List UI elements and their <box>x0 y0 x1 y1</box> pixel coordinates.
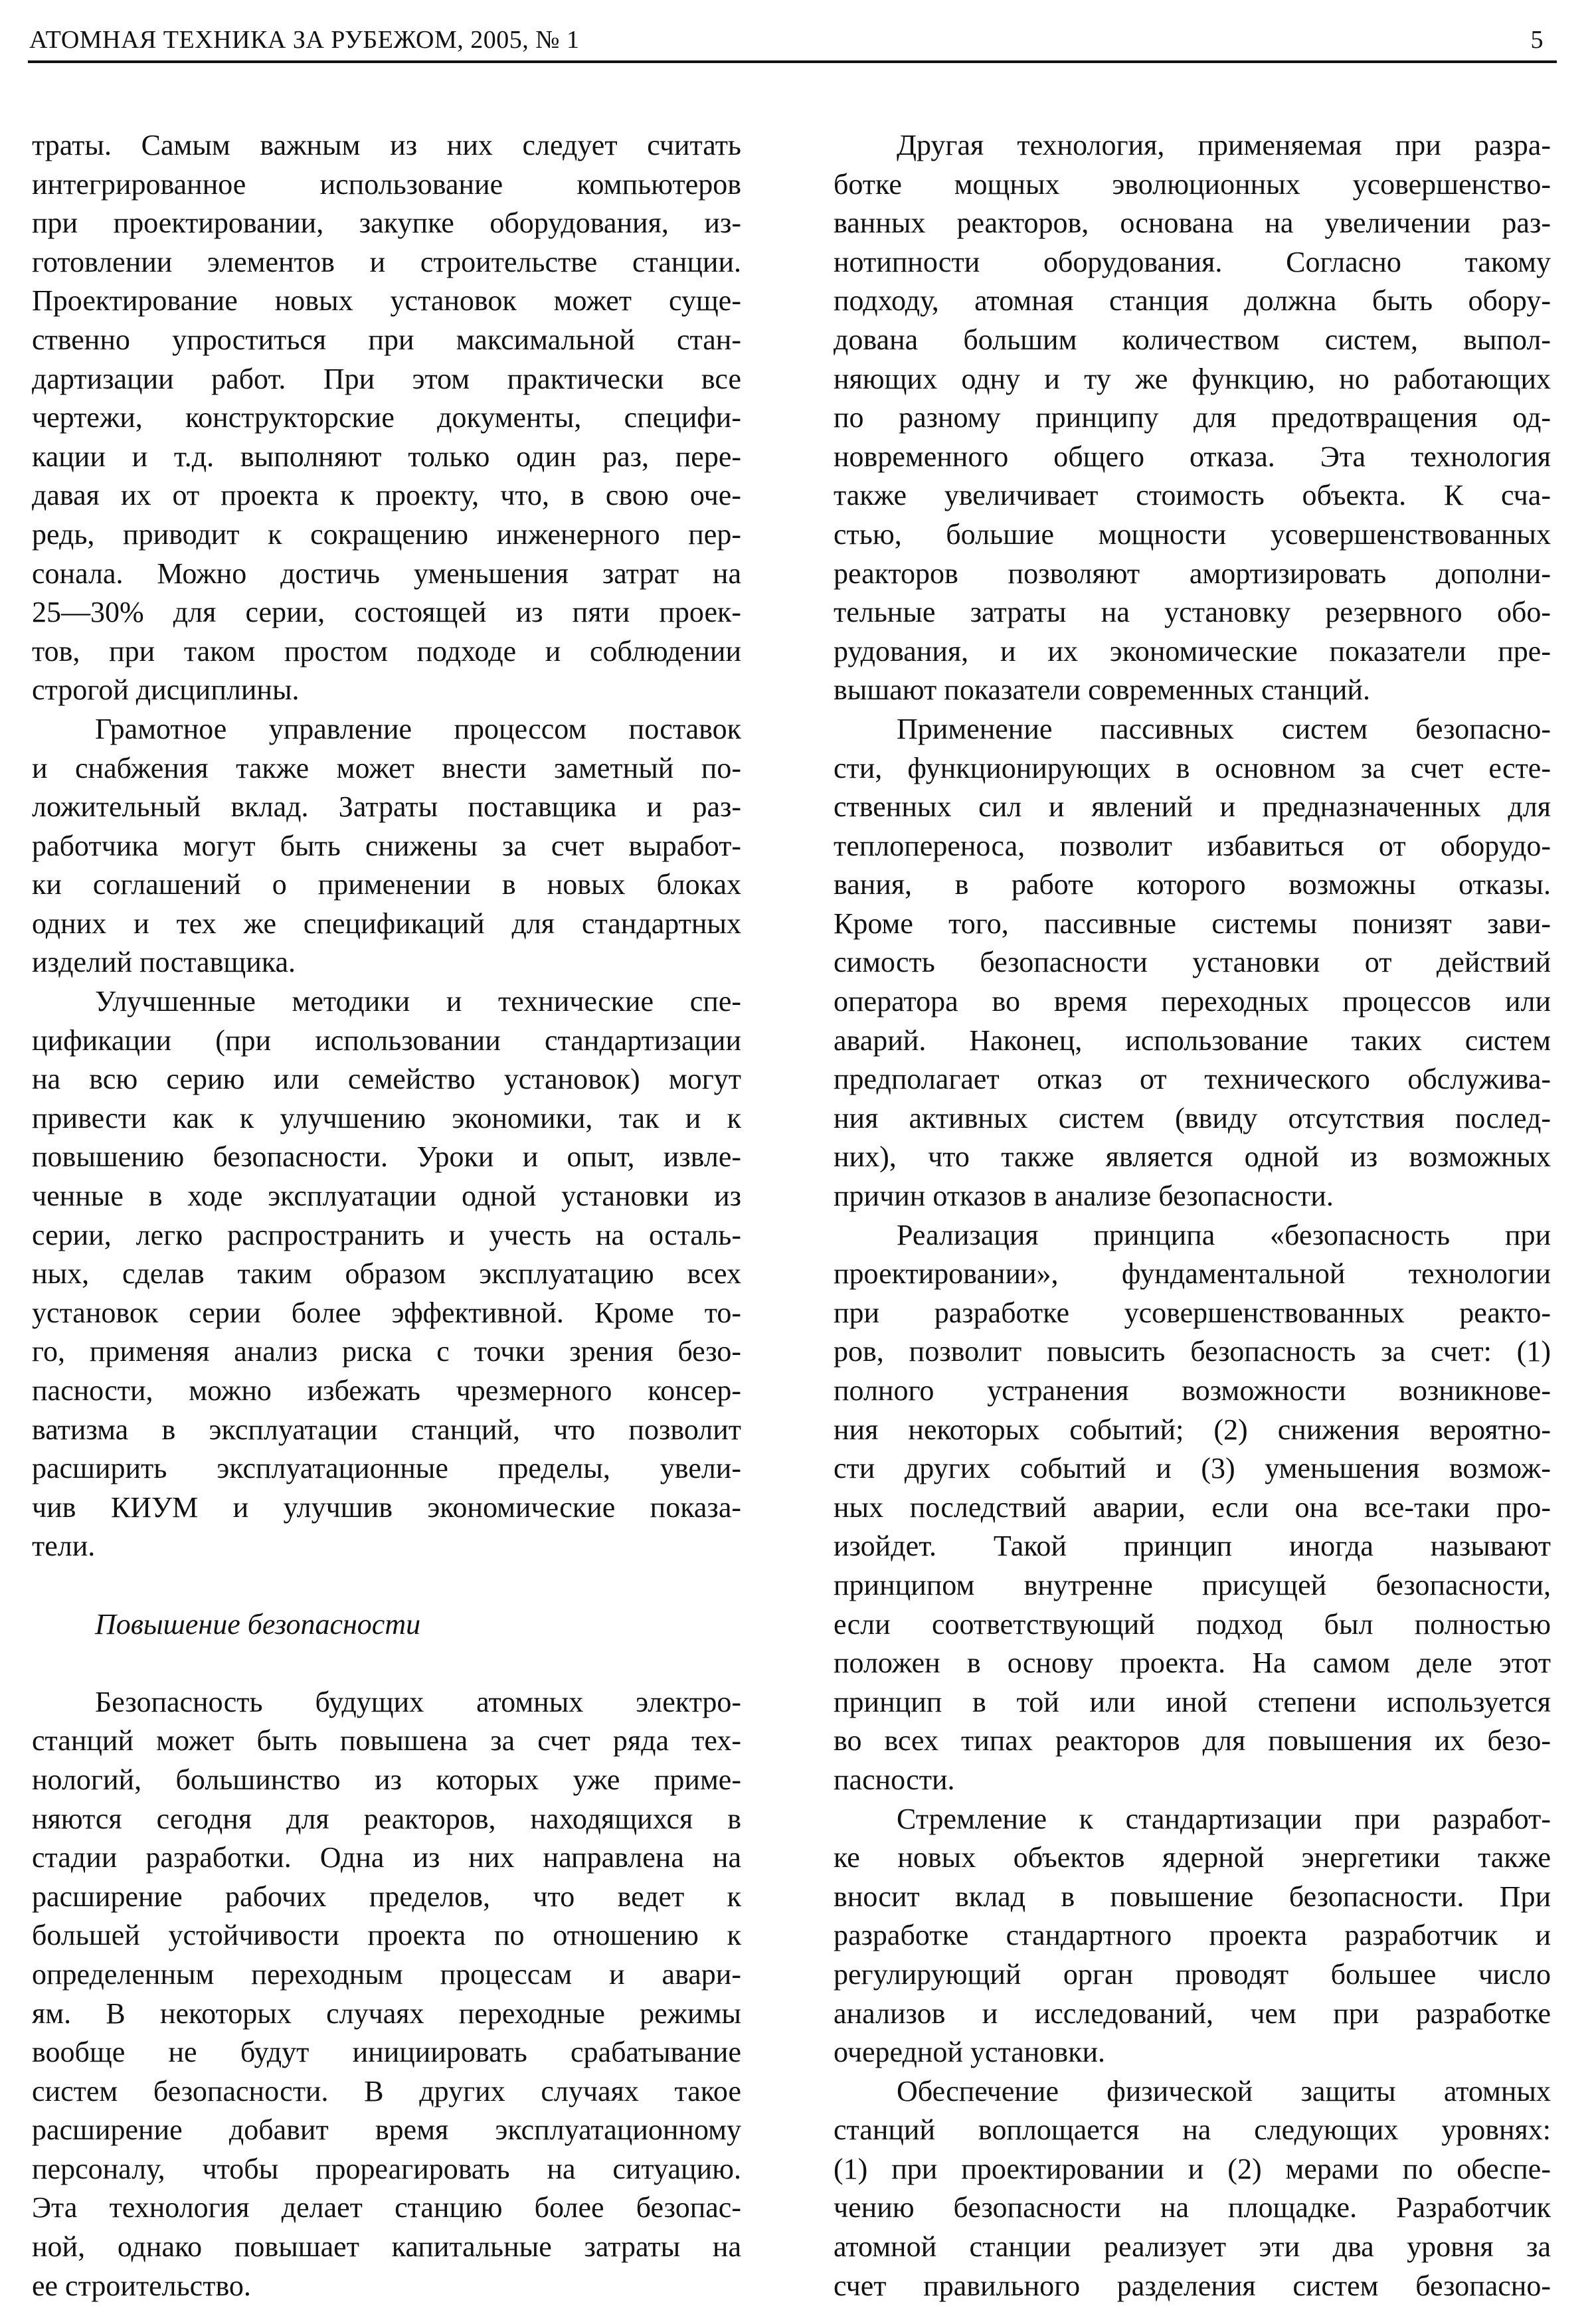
text-line: на всю серию или семейство установок) могут <box>32 1063 741 1096</box>
text-line: расширить эксплуатационные пределы, увели- <box>32 1452 741 1485</box>
text-line: Улучшенные методики и технические спе- <box>95 985 741 1018</box>
text-line: рудования, и их экономические показатели пре- <box>834 634 1551 668</box>
text-line: дартизации работ. При этом практически все <box>32 362 741 395</box>
text-line: ям. В некоторых случаях переходные режимы <box>32 1997 741 2030</box>
text-line: Кроме того, пассивные системы понизят зави- <box>834 907 1551 940</box>
text-line: аварий. Наконец, использование таких систем <box>834 1024 1551 1057</box>
left-column <box>32 126 741 2305</box>
text-line: ки соглашений о применении в новых блоках <box>32 868 741 901</box>
text-line: большей устойчивости проекта по отношению к <box>32 1919 741 1952</box>
text-line: 25—30% для серии, состоящей из пяти проек- <box>32 596 741 629</box>
text-line: вания, в работе которого возможны отказы. <box>834 868 1551 901</box>
text-line: пасности, можно избежать чрезмерного консер- <box>32 1374 741 1407</box>
text-line: Стремление к стандартизации при разработ- <box>897 1802 1551 1835</box>
text-line: чению безопасности на площадке. Разработчик <box>834 2191 1551 2224</box>
text-line: разработке стандартного проекта разработчик и <box>834 1919 1551 1952</box>
paragraph <box>834 710 1551 1216</box>
text-line: дована большим количеством систем, выпол- <box>834 323 1551 356</box>
text-line: также увеличивает стоимость объекта. К сча- <box>834 479 1551 512</box>
text-line: ственно упроститься при максимальной стан- <box>32 323 741 356</box>
text-line: станций может быть повышена за счет ряда тех- <box>32 1724 741 1757</box>
text-line: ее строительство. <box>32 2269 251 2302</box>
text-line: расширение рабочих пределов, что ведет к <box>32 1880 741 1913</box>
text-line: тов, при таком простом подходе и соблюдении <box>32 634 741 668</box>
text-line: тельные затраты на установку резервного обо- <box>834 596 1551 629</box>
text-line: строгой дисциплины. <box>32 673 300 707</box>
text-line: серии, легко распространить и учесть на осталь- <box>32 1218 741 1251</box>
running-header-title: АТОМНАЯ ТЕХНИКА ЗА РУБЕЖОМ, 2005, № 1 <box>29 26 580 54</box>
paragraph <box>32 1683 741 2306</box>
text-line: очередной установки. <box>834 2036 1106 2069</box>
text-line: сти других событий и (3) уменьшения возмож- <box>834 1452 1551 1485</box>
text-line: установок серии более эффективной. Кроме то- <box>32 1296 741 1329</box>
text-line: Грамотное управление процессом поставок <box>95 712 741 745</box>
text-line: одних и тех же спецификаций для стандартных <box>32 907 741 940</box>
text-line: цификации (при использовании стандартизации <box>32 1024 741 1057</box>
text-line: проектировании», фундаментальной технологии <box>834 1257 1551 1291</box>
text-line: изойдет. Такой принцип иногда называют <box>834 1530 1551 1563</box>
text-line: оператора во время переходных процессов или <box>834 985 1551 1018</box>
text-line: ных последствий аварии, если она все-таки про- <box>834 1490 1551 1524</box>
right-column <box>834 126 1551 2305</box>
text-line: тели. <box>32 1530 96 1563</box>
text-line: симость безопасности установки от действий <box>834 946 1551 979</box>
text-line: чертежи, конструкторские документы, специфи- <box>32 401 741 434</box>
text-line: вносит вклад в повышение безопасности. При <box>834 1880 1551 1913</box>
text-line: предполагает отказ от технического обслужива- <box>834 1063 1551 1096</box>
text-line: готовлении элементов и строительстве станции. <box>32 245 741 278</box>
text-line: персоналу, чтобы прореагировать на ситуацию. <box>32 2152 741 2185</box>
text-line: сти, функционирующих в основном за счет есте- <box>834 751 1551 784</box>
text-line: чив КИУМ и улучшив экономические показа- <box>32 1490 741 1524</box>
text-line: причин отказов в анализе безопасности. <box>834 1180 1334 1213</box>
text-line: регулирующий орган проводят большее число <box>834 1957 1551 1991</box>
page-number: 5 <box>1530 26 1544 54</box>
text-line: и снабжения также может внести заметный по- <box>32 751 741 784</box>
text-line: счет правильного разделения систем безопасно- <box>834 2269 1551 2302</box>
text-line: если соответствующий подход был полностью <box>834 1607 1551 1641</box>
text-line: стью, большие мощности усовершенствованных <box>834 517 1551 551</box>
text-line: подходу, атомная станция должна быть обору- <box>834 284 1551 317</box>
text-line: Проектирование новых установок может суще- <box>32 284 741 317</box>
text-line: (1) при проектировании и (2) мерами по обеспе- <box>834 2152 1551 2185</box>
text-line: редь, приводит к сокращению инженерного пер- <box>32 517 741 551</box>
text-line: няющих одну и ту же функцию, но работающих <box>834 362 1551 395</box>
text-line: нологий, большинство из которых уже приме- <box>32 1763 741 1796</box>
text-line: теплопереноса, позволит избавиться от оборудо- <box>834 829 1551 862</box>
text-line: нотипности оборудования. Согласно такому <box>834 245 1551 278</box>
paragraph <box>834 1800 1551 2072</box>
paragraph <box>834 1216 1551 1800</box>
text-line: привести как к улучшению экономики, так и к <box>32 1101 741 1134</box>
text-line: няются сегодня для реакторов, находящихся в <box>32 1802 741 1835</box>
text-line: интегрированное использование компьютеров <box>32 167 741 201</box>
text-line: кации и т.д. выполняют только один раз, пере- <box>32 440 741 473</box>
text-line: Безопасность будущих атомных электро- <box>95 1685 741 1718</box>
text-line: ных, сделав таким образом эксплуатацию всех <box>32 1257 741 1291</box>
text-line: вышают показатели современных станций. <box>834 673 1370 707</box>
text-line: ватизма в эксплуатации станций, что позволит <box>32 1413 741 1446</box>
text-line: вообще не будут инициировать срабатывание <box>32 2036 741 2069</box>
paragraph <box>32 710 741 982</box>
text-line: Реализация принципа «безопасность при <box>897 1218 1551 1251</box>
text-line: повышению безопасности. Уроки и опыт, извле- <box>32 1140 741 1174</box>
text-line: анализов и исследований, чем при разработке <box>834 1997 1551 2030</box>
text-line: пасности. <box>834 1763 955 1796</box>
text-line: ложительный вклад. Затраты поставщика и раз- <box>32 790 741 824</box>
text-line: по разному принципу для предотвращения од- <box>834 401 1551 434</box>
header-rule <box>28 60 1557 63</box>
text-line: положен в основу проекта. На самом деле этот <box>834 1647 1551 1680</box>
text-line: стадии разработки. Одна из них направлена на <box>32 1841 741 1874</box>
text-line: го, применяя анализ риска с точки зрения безо- <box>32 1335 741 1368</box>
text-line: при проектировании, закупке оборудования, из- <box>32 207 741 240</box>
text-line: изделий поставщика. <box>32 946 296 979</box>
text-line: станций воплощается на следующих уровнях: <box>834 2113 1551 2147</box>
text-line: них), что также является одной из возможных <box>834 1140 1551 1174</box>
text-line: систем безопасности. В других случаях такое <box>32 2074 741 2107</box>
text-line: сонала. Можно достичь уменьшения затрат на <box>32 557 741 590</box>
text-line: принцип в той или иной степени используется <box>834 1685 1551 1718</box>
section-heading: Повышение безопасности <box>95 1607 421 1641</box>
text-line: расширение добавит время эксплуатационному <box>32 2113 741 2147</box>
text-line: Применение пассивных систем безопасно- <box>897 712 1551 745</box>
paragraph <box>32 126 741 710</box>
text-line: Эта технология делает станцию более безопас- <box>32 2191 741 2224</box>
text-line: принципом внутренне присущей безопасности, <box>834 1568 1551 1601</box>
text-line: реакторов позволяют амортизировать дополни- <box>834 557 1551 590</box>
paragraph <box>32 982 741 1566</box>
text-line: траты. Самым важным из них следует считать <box>32 129 741 161</box>
text-line: ров, позволит повысить безопасность за счет: (1) <box>834 1335 1551 1368</box>
text-line: работчика могут быть снижены за счет выработ- <box>32 829 741 862</box>
text-line: ботке мощных эволюционных усовершенство- <box>834 167 1551 201</box>
text-line: определенным переходным процессам и авари- <box>32 1957 741 1991</box>
text-line: во всех типах реакторов для повышения их безо- <box>834 1724 1551 1757</box>
paragraph <box>834 126 1551 710</box>
text-line: Обеспечение физической защиты атомных <box>897 2074 1551 2107</box>
text-line: при разработке усовершенствованных реакто- <box>834 1296 1551 1329</box>
text-line: Другая технология, применяемая при разра- <box>897 129 1551 161</box>
paragraph <box>834 2072 1551 2306</box>
text-line: ственных сил и явлений и предназначенных для <box>834 790 1551 824</box>
text-line: ния некоторых событий; (2) снижения вероятно- <box>834 1413 1551 1446</box>
text-line: ния активных систем (ввиду отсутствия послед- <box>834 1101 1551 1134</box>
text-line: полного устранения возможности возникнове- <box>834 1374 1551 1407</box>
text-line: ченные в ходе эксплуатации одной установки из <box>32 1180 741 1213</box>
text-line: атомной станции реализует эти два уровня за <box>834 2230 1551 2264</box>
text-line: ке новых объектов ядерной энергетики также <box>834 1841 1551 1874</box>
text-line: новременного общего отказа. Эта технология <box>834 440 1551 473</box>
text-line: ванных реакторов, основана на увеличении раз- <box>834 207 1551 240</box>
text-line: ной, однако повышает капитальные затраты на <box>32 2230 741 2264</box>
text-line: давая их от проекта к проекту, что, в свою оче- <box>32 479 741 512</box>
